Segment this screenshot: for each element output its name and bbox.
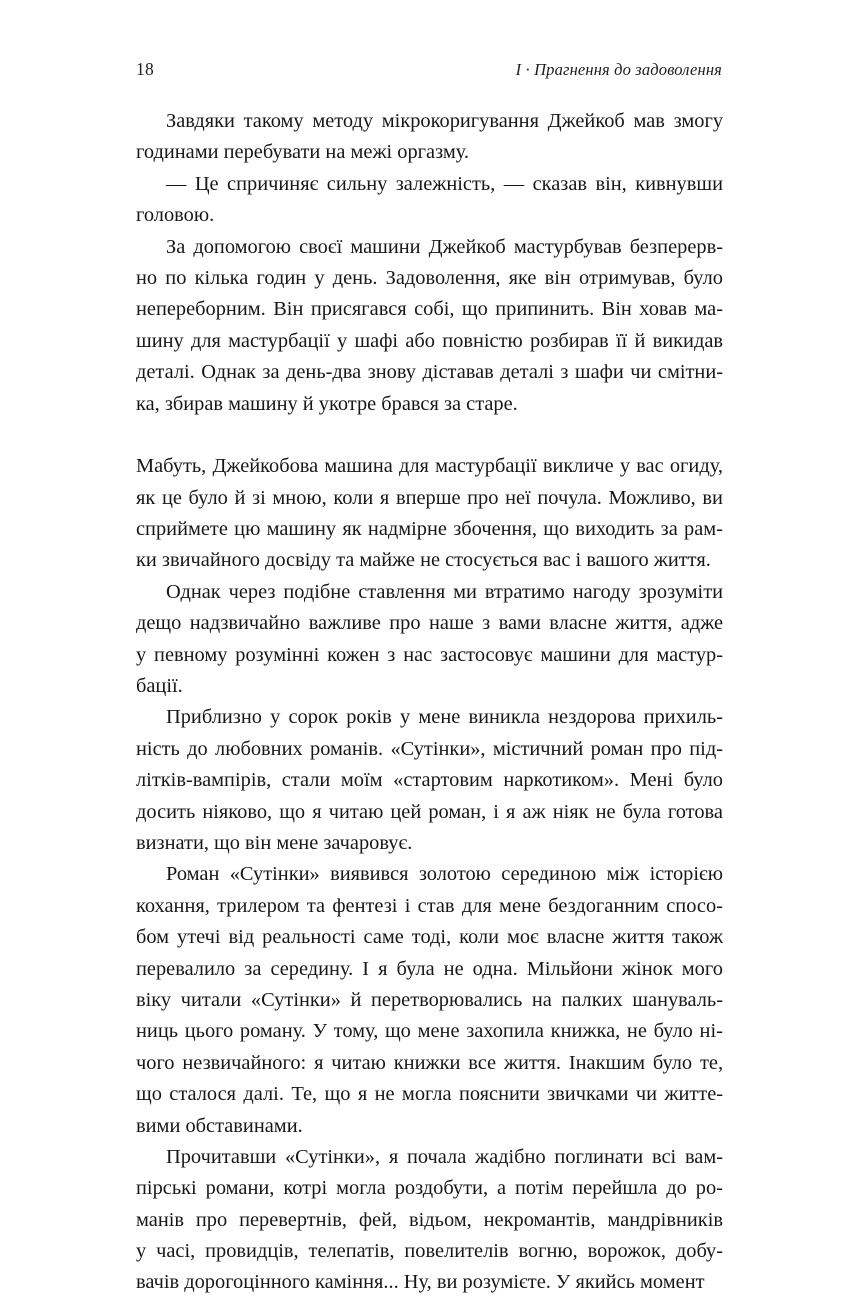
paragraph <box>136 1142 723 1299</box>
text-line: як це було й зі мною, коли я вперше про неї почула. Можливо, ви <box>136 486 723 509</box>
text-line: ність до любовних романів. «Сутінки», містичний роман про під- <box>136 737 724 760</box>
text-line: бації. <box>136 675 183 698</box>
text-line: сприймете цю машину як надмірне збочення, що виходить за рам- <box>136 518 723 541</box>
text-line: ки звичайного досвіду та майже не стосується вас і вашого життя. <box>136 549 711 572</box>
text-line: головою. <box>136 204 215 227</box>
paragraph <box>136 702 723 859</box>
running-head <box>136 59 722 83</box>
text-line: бом утечі від реальності саме тоді, коли моє власне життя також <box>136 926 724 949</box>
text-line: вачів дорогоцінного каміння... Ну, ви розумієте. У якийсь момент <box>136 1271 705 1294</box>
text-line: Завдяки такому методу мікрокоригування Джейкоб мав змогу <box>166 110 724 132</box>
text-line: — Це спричиняє сильну залежність, — сказав він, кивнувши <box>166 172 723 195</box>
text-line: Мабуть, Джейкобова машина для мастурбації викличе у вас огиду, <box>136 455 723 478</box>
text-line: у часі, провидців, телепатів, повелителів вогню, ворожок, добу- <box>136 1240 724 1263</box>
section-break <box>136 420 723 451</box>
text-line: ниць цього роману. У тому, що мене захопила книжка, не було ні- <box>136 1020 723 1043</box>
text-line: перевалило за середину. І я була не одна. Мільйони жінок мого <box>136 957 723 980</box>
text-line: манів про перевертнів, фей, відьом, некромантів, мандрівників <box>136 1208 724 1231</box>
text-line: пірські романи, котрі могла роздобути, а потім перейшла до ро- <box>136 1177 723 1200</box>
text-line: годинами перебувати на межі оргазму. <box>136 141 470 164</box>
text-line: Приблизно у сорок років у мене виникла нездорова прихиль- <box>166 706 723 729</box>
paragraph <box>136 859 723 1142</box>
page-number: 18 <box>136 59 154 79</box>
body-text-block <box>136 106 723 1299</box>
text-line: Прочитавши «Сутінки», я почала жадібно поглинати всі вам- <box>166 1145 724 1168</box>
text-line: чого незвичайного: я читаю книжки все життя. Інакшим було те, <box>136 1051 724 1074</box>
text-line: непереборним. Він присягався собі, що припинить. Він ховав ма- <box>136 298 723 321</box>
text-line: ка, збирав машину й укотре брався за старе. <box>136 392 518 415</box>
paragraph <box>136 169 723 232</box>
text-line: досить ніяково, що я читаю цей роман, і я аж ніяк не була готова <box>136 800 723 823</box>
text-line: шину для мастурбації у шафі або повністю розбирав її й викидав <box>136 329 724 352</box>
text-line: вими обставинами. <box>136 1114 303 1137</box>
paragraph <box>136 232 723 420</box>
text-line: дещо надзвичайно важливе про наше з вами власне життя, адже <box>136 612 724 635</box>
paragraph <box>136 451 723 577</box>
text-line: деталі. Однак за день-два знову діставав деталі з шафи чи смітни- <box>136 361 724 384</box>
text-line: віку читали «Сутінки» й перетворювались на палких шануваль- <box>136 988 724 1011</box>
text-line: Роман «Сутінки» виявився золотою серединою між історією <box>166 863 724 886</box>
text-line: що сталося далі. Те, що я не могла пояснити звичками чи житте- <box>136 1083 724 1106</box>
text-line: За допомогою своєї машини Джейкоб мастурбував безперерв- <box>166 235 723 258</box>
text-line: кохання, трилером та фентезі і став для мене бездоганним спосо- <box>136 894 723 917</box>
chapter-running-title: I · Прагнення до задоволення <box>515 60 722 79</box>
text-line: Однак через подібне ставлення ми втратимо нагоду зрозуміти <box>166 580 724 603</box>
text-line: визнати, що він мене зачаровує. <box>136 831 413 854</box>
paragraph <box>136 577 723 703</box>
text-line: у певному розумінні кожен з нас застосовує машини для мастур- <box>136 643 724 666</box>
text-line: літків-вампірів, стали моїм «стартовим наркотиком». Мені було <box>136 769 723 792</box>
paragraph <box>136 106 723 169</box>
text-line: но по кілька годин у день. Задоволення, яке він отримував, було <box>136 266 723 289</box>
